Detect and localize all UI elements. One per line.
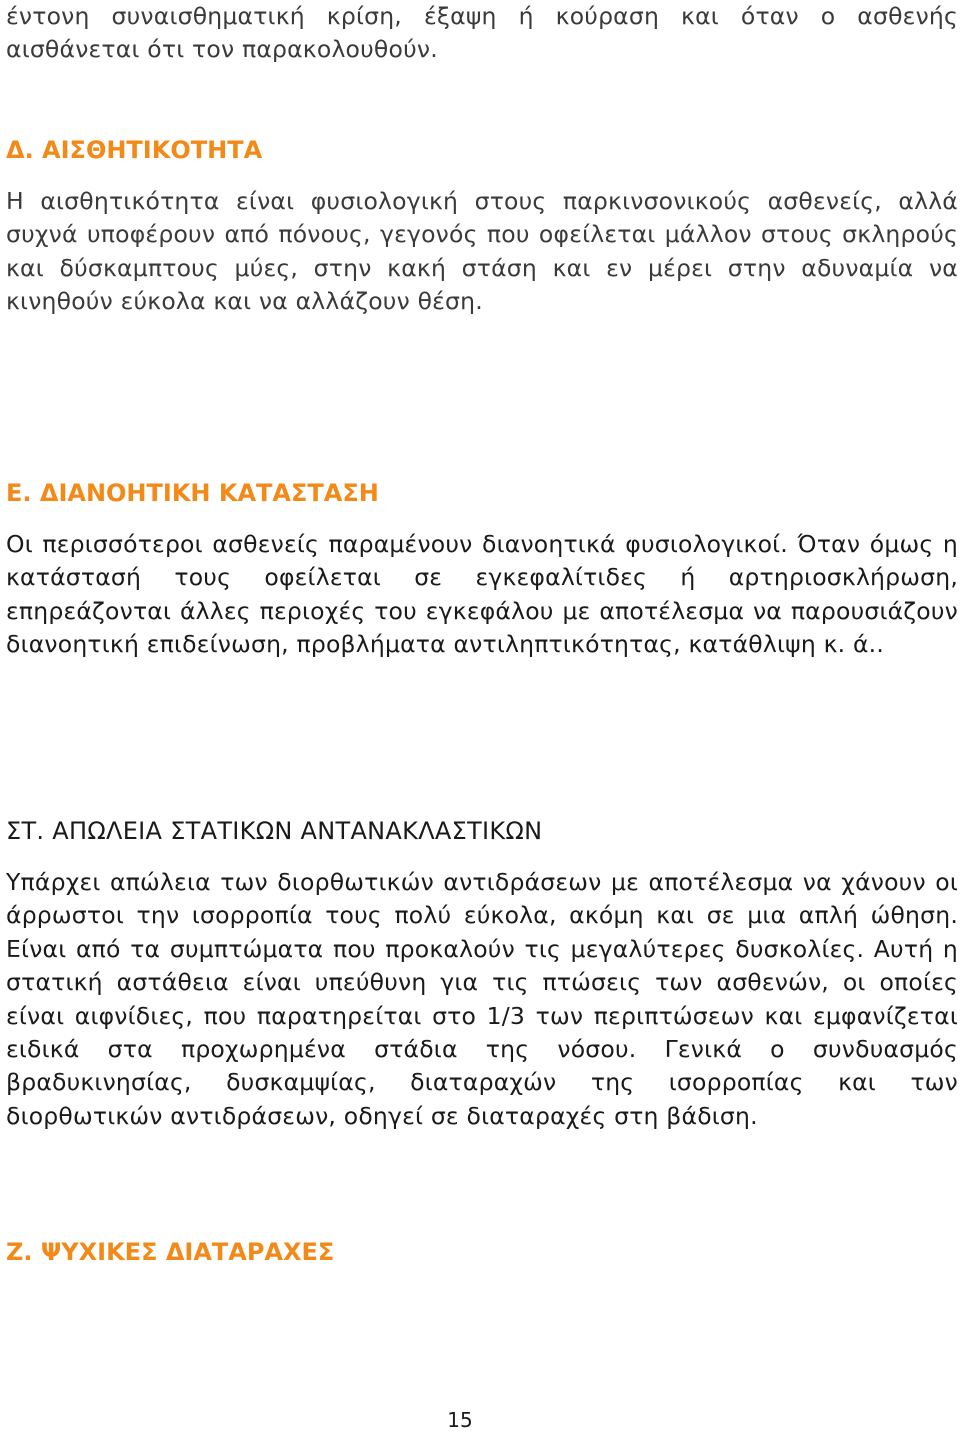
intro-paragraph: έντονη συναισθηματική κρίση, έξαψη ή κούραση και όταν ο ασθενής αισθάνεται ότι τον παρακολουθούν. (6, 2, 958, 64)
section-z-heading: Ζ. ΨΥΧΙΚΕΣ ΔΙΑΤΑΡΑΧΕΣ (6, 1238, 335, 1266)
section-st-paragraph: Υπάρχει απώλεια των διορθωτικών αντιδράσεων με αποτέλεσμα να χάνουν οι άρρωστοι την ισορροπία τους πολύ εύκολα, ακόμη και σε μια απλή ώθηση. Είναι από τα συμπτώματα που προκαλούν τις μεγαλύτερες δυσκολίες. Αυτή η στατική αστάθεια είναι υπεύθυνη για τις πτώσεις των ασθενών, οι οποίες είναι αιφνίδιες, που παρατηρείται στο 1/3 των περιπτώσεων και εμφανίζεται ειδικά στα προχωρημένα στάδια της νόσου. Γενικά ο συνδυασμός βραδυκινησίας, δυσκαμψίας, διαταραχών της ισορροπίας και των διορθωτικών αντιδράσεων, οδηγεί σε διαταραχές στη βάδιση. (6, 868, 958, 1130)
section-d-heading: Δ. ΑΙΣΘΗΤΙΚΟΤΗΤΑ (6, 136, 263, 164)
section-d-paragraph: Η αισθητικότητα είναι φυσιολογική στους παρκινσονικούς ασθενείς, αλλά συχνά υποφέρουν από πόνους, γεγονός που οφείλεται μάλλον στους σκληρούς και δύσκαμπτους μύες, στην κακή στάση και εν μέρει στην αδυναμία να κινηθούν εύκολα και να αλλάζουν θέση. (6, 187, 958, 316)
section-e-paragraph: Οι περισσότεροι ασθενείς παραμένουν διανοητικά φυσιολογικοί. Όταν όμως η κατάστασή τους οφείλεται σε εγκεφαλίτιδες ή αρτηριοσκλήρωση, επηρεάζονται άλλες περιοχές του εγκεφάλου με αποτέλεσμα να παρουσιάζουν διανοητική επιδείνωση, προβλήματα αντιληπτικότητας, κατάθλιψη κ. ά.. (6, 530, 958, 659)
page-number: 15 (447, 1408, 473, 1432)
section-st-heading: ΣΤ. ΑΠΩΛΕΙΑ ΣΤΑΤΙΚΩΝ ΑΝΤΑΝΑΚΛΑΣΤΙΚΩΝ (6, 817, 543, 845)
section-e-heading: Ε. ΔΙΑΝΟΗΤΙΚΗ ΚΑΤΑΣΤΑΣΗ (6, 479, 379, 507)
